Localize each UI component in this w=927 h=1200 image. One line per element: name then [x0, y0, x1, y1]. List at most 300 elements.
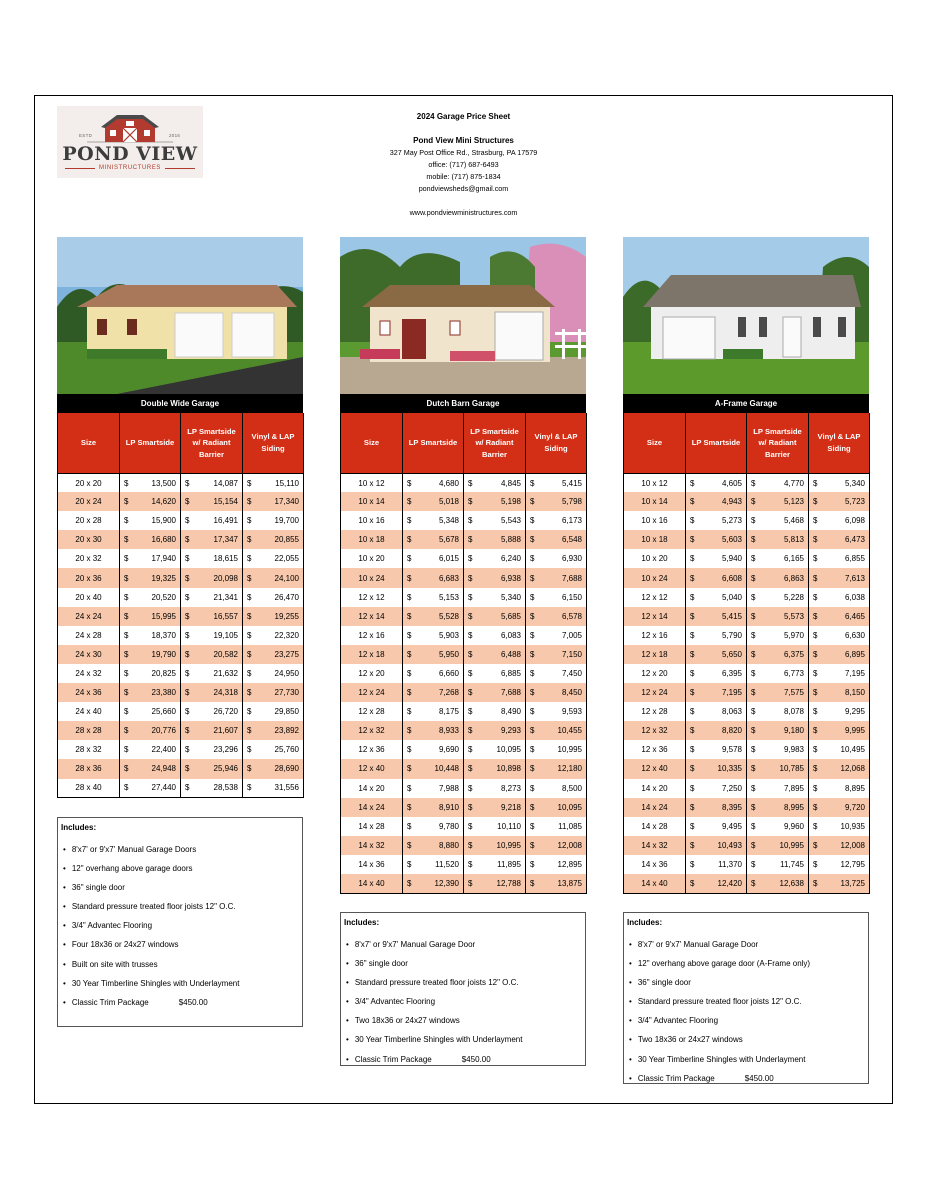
price-cell: $ 5,018: [403, 492, 464, 511]
list-item: • 8'x7' or 9'x7' Manual Garage Door: [344, 935, 582, 954]
table-row: [624, 568, 870, 587]
table-row: [58, 721, 304, 740]
price-cell: $ 6,098: [809, 511, 870, 530]
price-cell: $ 4,770: [747, 473, 809, 492]
price-cell: $ 7,688: [526, 568, 587, 587]
price-cell: $ 10,495: [809, 740, 870, 759]
double-wide-garage-photo: [57, 237, 303, 394]
price-cell: $ 12,895: [526, 855, 587, 874]
price-cell: $ 15,995: [120, 607, 181, 626]
price-cell: $ 7,575: [747, 683, 809, 702]
list-item: • 30 Year Timberline Shingles with Underlayment: [61, 974, 299, 993]
company-logo: [57, 106, 203, 178]
price-cell: $ 6,885: [464, 664, 526, 683]
table-row: [341, 683, 587, 702]
list-item: • 30 Year Timberline Shingles with Underlayment: [344, 1030, 582, 1049]
price-cell: $ 9,983: [747, 740, 809, 759]
table-row: [624, 759, 870, 778]
logo-subtitle: [65, 165, 195, 171]
size-cell: 10 x 24: [624, 568, 686, 587]
double-wide-garage-block: [57, 394, 303, 798]
price-cell: $ 24,318: [181, 683, 243, 702]
size-cell: 12 x 32: [341, 721, 403, 740]
price-cell: $ 15,154: [181, 492, 243, 511]
double-wide-includes: [57, 817, 303, 1027]
price-cell: $ 9,495: [686, 817, 747, 836]
table-row: [341, 607, 587, 626]
table-row: [58, 759, 304, 778]
price-cell: $ 10,785: [747, 759, 809, 778]
price-cell: $ 5,468: [747, 511, 809, 530]
table-row: [58, 683, 304, 702]
price-cell: $ 5,198: [464, 492, 526, 511]
price-cell: $ 7,195: [686, 683, 747, 702]
price-cell: $ 10,335: [686, 759, 747, 778]
price-cell: $ 7,895: [747, 779, 809, 798]
size-cell: 24 x 40: [58, 702, 120, 721]
price-cell: $ 31,556: [243, 779, 304, 798]
price-cell: $ 6,150: [526, 588, 587, 607]
size-cell: 14 x 20: [624, 779, 686, 798]
table-row: [58, 530, 304, 549]
table-row: [341, 588, 587, 607]
price-cell: $ 6,895: [809, 645, 870, 664]
price-cell: $ 19,105: [181, 626, 243, 645]
size-cell: 20 x 40: [58, 588, 120, 607]
price-cell: $ 8,933: [403, 721, 464, 740]
logo-estd: ESTD: [79, 133, 93, 138]
table-row: [624, 779, 870, 798]
includes-list: [344, 935, 582, 1069]
price-cell: $ 4,605: [686, 473, 747, 492]
price-cell: $ 12,788: [464, 874, 526, 893]
size-cell: 14 x 36: [341, 855, 403, 874]
price-cell: $ 25,946: [181, 759, 243, 778]
price-cell: $ 23,380: [120, 683, 181, 702]
price-cell: $ 13,725: [809, 874, 870, 893]
col-header-lp-radiant: LP Smartside w/ Radiant Barrier: [181, 413, 243, 473]
price-cell: $ 7,195: [809, 664, 870, 683]
price-cell: $ 15,900: [120, 511, 181, 530]
logo-brand: POND VIEW: [62, 143, 198, 165]
size-cell: 14 x 36: [624, 855, 686, 874]
table-row: [624, 588, 870, 607]
size-cell: 10 x 12: [624, 473, 686, 492]
size-cell: 12 x 20: [341, 664, 403, 683]
price-cell: $ 19,255: [243, 607, 304, 626]
company-name: Pond View Mini Structures: [413, 136, 514, 145]
price-cell: $ 6,488: [464, 645, 526, 664]
logo-sub-text: MINISTRUCTURES: [98, 165, 162, 171]
price-cell: $ 5,970: [747, 626, 809, 645]
price-table: [623, 413, 870, 894]
size-cell: 10 x 14: [624, 492, 686, 511]
size-cell: 14 x 28: [341, 817, 403, 836]
table-row: [624, 473, 870, 492]
trim-label: Classic Trim Package: [354, 1054, 432, 1064]
list-item: • Two 18x36 or 24x27 windows: [627, 1030, 865, 1049]
dutch-barn-garage-photo: [340, 237, 586, 394]
price-cell: $ 10,995: [526, 740, 587, 759]
price-cell: $ 11,085: [526, 817, 587, 836]
table-row: [624, 511, 870, 530]
col-header-lp-radiant: LP Smartside w/ Radiant Barrier: [464, 413, 526, 473]
price-cell: $ 6,083: [464, 626, 526, 645]
price-cell: $ 29,850: [243, 702, 304, 721]
size-cell: 20 x 36: [58, 568, 120, 587]
size-cell: 14 x 40: [624, 874, 686, 893]
table-row: [341, 874, 587, 893]
table-row: [58, 779, 304, 798]
price-cell: $ 9,293: [464, 721, 526, 740]
includes-title: Includes:: [61, 823, 97, 832]
table-row: [624, 874, 870, 893]
size-cell: 28 x 40: [58, 779, 120, 798]
table-row: [58, 664, 304, 683]
a-frame-garage-block: [623, 394, 869, 894]
price-cell: $ 7,250: [686, 779, 747, 798]
table-row: [58, 607, 304, 626]
price-cell: $ 6,165: [747, 549, 809, 568]
price-cell: $ 6,473: [809, 530, 870, 549]
price-cell: $ 6,863: [747, 568, 809, 587]
price-cell: $ 6,855: [809, 549, 870, 568]
size-cell: 12 x 28: [341, 702, 403, 721]
price-cell: $ 21,632: [181, 664, 243, 683]
price-cell: $ 17,347: [181, 530, 243, 549]
price-cell: $ 6,015: [403, 549, 464, 568]
table-row: [58, 626, 304, 645]
size-cell: 14 x 20: [341, 779, 403, 798]
trim-price: $450.00: [178, 997, 208, 1007]
trim-package-item: [627, 1069, 865, 1088]
price-cell: $ 6,375: [747, 645, 809, 664]
price-cell: $ 17,940: [120, 549, 181, 568]
size-cell: 12 x 24: [341, 683, 403, 702]
price-cell: $ 13,500: [120, 473, 181, 492]
table-row: [624, 855, 870, 874]
list-item: • 12" overhang above garage doors: [61, 859, 299, 878]
size-cell: 12 x 18: [624, 645, 686, 664]
price-cell: $ 5,340: [809, 473, 870, 492]
trim-package-item: [344, 1050, 582, 1069]
table-row: [624, 492, 870, 511]
price-cell: $ 7,150: [526, 645, 587, 664]
price-cell: $ 27,730: [243, 683, 304, 702]
email-link[interactable]: pondviewsheds@gmail.com: [418, 184, 509, 193]
price-cell: $ 5,415: [526, 473, 587, 492]
table-row: [624, 721, 870, 740]
price-cell: $ 19,325: [120, 568, 181, 587]
price-cell: $ 8,880: [403, 836, 464, 855]
size-cell: 10 x 16: [341, 511, 403, 530]
col-header-vinyl: Vinyl & LAP Siding: [526, 413, 587, 473]
price-cell: $ 10,493: [686, 836, 747, 855]
table-row: [624, 607, 870, 626]
price-cell: $ 23,275: [243, 645, 304, 664]
table-row: [341, 549, 587, 568]
garage-title: Double Wide Garage: [57, 394, 303, 413]
price-cell: $ 7,988: [403, 779, 464, 798]
price-cell: $ 6,930: [526, 549, 587, 568]
mobile-phone: mobile: (717) 875-1834: [426, 172, 501, 181]
price-cell: $ 4,680: [403, 473, 464, 492]
price-cell: $ 20,520: [120, 588, 181, 607]
price-cell: $ 21,607: [181, 721, 243, 740]
price-cell: $ 6,683: [403, 568, 464, 587]
price-cell: $ 21,341: [181, 588, 243, 607]
size-cell: 12 x 36: [341, 740, 403, 759]
table-row: [624, 549, 870, 568]
price-cell: $ 6,773: [747, 664, 809, 683]
price-cell: $ 12,390: [403, 874, 464, 893]
price-cell: $ 10,898: [464, 759, 526, 778]
list-item: • 3/4" Advantec Flooring: [627, 1011, 865, 1030]
price-cell: $ 26,720: [181, 702, 243, 721]
trim-package-item: [61, 993, 299, 1012]
price-cell: $ 6,465: [809, 607, 870, 626]
size-cell: 14 x 32: [624, 836, 686, 855]
size-cell: 10 x 18: [624, 530, 686, 549]
size-cell: 12 x 18: [341, 645, 403, 664]
list-item: • 30 Year Timberline Shingles with Underlayment: [627, 1050, 865, 1069]
price-cell: $ 7,688: [464, 683, 526, 702]
price-cell: $ 10,455: [526, 721, 587, 740]
list-item: • 8'x7' or 9'x7' Manual Garage Doors: [61, 840, 299, 859]
table-row: [341, 568, 587, 587]
price-cell: $ 22,320: [243, 626, 304, 645]
list-item: • Standard pressure treated floor joists 12" O.C.: [61, 897, 299, 916]
price-cell: $ 10,995: [464, 836, 526, 855]
col-header-size: Size: [341, 413, 403, 473]
table-row: [341, 836, 587, 855]
size-cell: 20 x 28: [58, 511, 120, 530]
price-cell: $ 12,180: [526, 759, 587, 778]
price-cell: $ 10,095: [464, 740, 526, 759]
table-row: [341, 511, 587, 530]
table-row: [341, 798, 587, 817]
size-cell: 14 x 24: [341, 798, 403, 817]
table-row: [341, 664, 587, 683]
size-cell: 24 x 24: [58, 607, 120, 626]
price-cell: $ 28,538: [181, 779, 243, 798]
price-cell: $ 10,995: [747, 836, 809, 855]
price-cell: $ 13,875: [526, 874, 587, 893]
trim-price: $450.00: [461, 1054, 491, 1064]
size-cell: 14 x 24: [624, 798, 686, 817]
list-item: • 36" single door: [627, 973, 865, 992]
size-cell: 12 x 40: [341, 759, 403, 778]
price-cell: $ 6,548: [526, 530, 587, 549]
price-cell: $ 5,940: [686, 549, 747, 568]
table-row: [624, 530, 870, 549]
price-cell: $ 24,950: [243, 664, 304, 683]
price-cell: $ 5,903: [403, 626, 464, 645]
price-cell: $ 5,650: [686, 645, 747, 664]
price-cell: $ 9,995: [809, 721, 870, 740]
price-cell: $ 9,593: [526, 702, 587, 721]
size-cell: 28 x 36: [58, 759, 120, 778]
price-cell: $ 9,720: [809, 798, 870, 817]
table-row: [341, 492, 587, 511]
size-cell: 28 x 32: [58, 740, 120, 759]
price-cell: $ 6,578: [526, 607, 587, 626]
price-table: [57, 413, 304, 798]
list-item: • Standard pressure treated floor joists 12" O.C.: [627, 992, 865, 1011]
price-cell: $ 5,950: [403, 645, 464, 664]
price-cell: $ 5,348: [403, 511, 464, 530]
table-row: [624, 817, 870, 836]
price-cell: $ 10,935: [809, 817, 870, 836]
price-cell: $ 5,603: [686, 530, 747, 549]
table-row: [341, 817, 587, 836]
price-cell: $ 12,420: [686, 874, 747, 893]
col-header-size: Size: [58, 413, 120, 473]
price-cell: $ 16,491: [181, 511, 243, 530]
table-row: [58, 702, 304, 721]
price-cell: $ 5,415: [686, 607, 747, 626]
price-cell: $ 5,123: [747, 492, 809, 511]
price-cell: $ 20,855: [243, 530, 304, 549]
price-cell: $ 5,790: [686, 626, 747, 645]
price-cell: $ 15,110: [243, 473, 304, 492]
size-cell: 20 x 24: [58, 492, 120, 511]
col-header-size: Size: [624, 413, 686, 473]
table-row: [341, 779, 587, 798]
price-cell: $ 8,820: [686, 721, 747, 740]
list-item: • 3/4" Advantec Flooring: [344, 992, 582, 1011]
price-cell: $ 8,273: [464, 779, 526, 798]
list-item: • 8'x7' or 9'x7' Manual Garage Door: [627, 935, 865, 954]
price-cell: $ 18,370: [120, 626, 181, 645]
size-cell: 10 x 18: [341, 530, 403, 549]
price-cell: $ 20,825: [120, 664, 181, 683]
includes-list: [627, 935, 865, 1088]
price-cell: $ 6,938: [464, 568, 526, 587]
price-cell: $ 5,685: [464, 607, 526, 626]
table-row: [58, 492, 304, 511]
size-cell: 20 x 30: [58, 530, 120, 549]
price-cell: $ 6,038: [809, 588, 870, 607]
price-cell: $ 9,180: [747, 721, 809, 740]
price-cell: $ 5,543: [464, 511, 526, 530]
col-header-lp: LP Smartside: [120, 413, 181, 473]
price-cell: $ 16,557: [181, 607, 243, 626]
size-cell: 12 x 36: [624, 740, 686, 759]
table-row: [341, 473, 587, 492]
table-row: [341, 702, 587, 721]
price-cell: $ 9,960: [747, 817, 809, 836]
size-cell: 10 x 24: [341, 568, 403, 587]
list-item: • Four 18x36 or 24x27 windows: [61, 935, 299, 954]
price-cell: $ 6,630: [809, 626, 870, 645]
price-cell: $ 7,450: [526, 664, 587, 683]
size-cell: 12 x 28: [624, 702, 686, 721]
price-cell: $ 12,068: [809, 759, 870, 778]
price-cell: $ 5,273: [686, 511, 747, 530]
price-cell: $ 4,943: [686, 492, 747, 511]
website-link[interactable]: www.pondviewministructures.com: [409, 208, 518, 217]
price-cell: $ 25,760: [243, 740, 304, 759]
table-row: [624, 664, 870, 683]
table-row: [58, 549, 304, 568]
size-cell: 12 x 12: [624, 588, 686, 607]
table-row: [58, 568, 304, 587]
price-cell: $ 19,700: [243, 511, 304, 530]
price-cell: $ 8,078: [747, 702, 809, 721]
dutch-barn-garage-block: [340, 394, 586, 894]
size-cell: 24 x 28: [58, 626, 120, 645]
price-cell: $ 8,175: [403, 702, 464, 721]
table-row: [341, 530, 587, 549]
table-row: [58, 740, 304, 759]
table-row: [624, 798, 870, 817]
price-cell: $ 16,680: [120, 530, 181, 549]
table-row: [58, 588, 304, 607]
company-address: 327 May Post Office Rd., Strasburg, PA 17579: [389, 148, 538, 157]
size-cell: 14 x 40: [341, 874, 403, 893]
includes-list: [61, 840, 299, 1012]
price-cell: $ 6,395: [686, 664, 747, 683]
trim-price: $450.00: [744, 1073, 774, 1083]
price-cell: $ 8,450: [526, 683, 587, 702]
price-cell: $ 5,573: [747, 607, 809, 626]
price-cell: $ 24,948: [120, 759, 181, 778]
table-row: [624, 683, 870, 702]
table-row: [341, 645, 587, 664]
includes-title: Includes:: [344, 918, 380, 927]
price-cell: $ 10,095: [526, 798, 587, 817]
price-cell: $ 12,008: [809, 836, 870, 855]
list-item: • Built on site with trusses: [61, 955, 299, 974]
col-header-vinyl: Vinyl & LAP Siding: [809, 413, 870, 473]
price-cell: $ 5,528: [403, 607, 464, 626]
price-cell: $ 5,723: [809, 492, 870, 511]
barn-icon: [57, 112, 203, 146]
price-cell: $ 9,780: [403, 817, 464, 836]
table-row: [341, 855, 587, 874]
price-cell: $ 9,295: [809, 702, 870, 721]
size-cell: 10 x 12: [341, 473, 403, 492]
table-row: [624, 626, 870, 645]
table-row: [341, 759, 587, 778]
price-cell: $ 6,173: [526, 511, 587, 530]
logo-year: 2016: [169, 133, 181, 138]
price-cell: $ 17,340: [243, 492, 304, 511]
size-cell: 12 x 16: [341, 626, 403, 645]
size-cell: 10 x 14: [341, 492, 403, 511]
size-cell: 24 x 32: [58, 664, 120, 683]
price-cell: $ 8,995: [747, 798, 809, 817]
price-cell: $ 19,790: [120, 645, 181, 664]
price-cell: $ 8,895: [809, 779, 870, 798]
price-cell: $ 20,776: [120, 721, 181, 740]
price-cell: $ 5,340: [464, 588, 526, 607]
price-cell: $ 8,063: [686, 702, 747, 721]
price-cell: $ 8,490: [464, 702, 526, 721]
size-cell: 10 x 16: [624, 511, 686, 530]
size-cell: 24 x 36: [58, 683, 120, 702]
size-cell: 12 x 24: [624, 683, 686, 702]
price-cell: $ 8,910: [403, 798, 464, 817]
price-cell: $ 25,660: [120, 702, 181, 721]
list-item: • 36" single door: [61, 878, 299, 897]
size-cell: 12 x 16: [624, 626, 686, 645]
size-cell: 14 x 32: [341, 836, 403, 855]
table-row: [58, 511, 304, 530]
price-cell: $ 11,370: [686, 855, 747, 874]
table-row: [58, 645, 304, 664]
